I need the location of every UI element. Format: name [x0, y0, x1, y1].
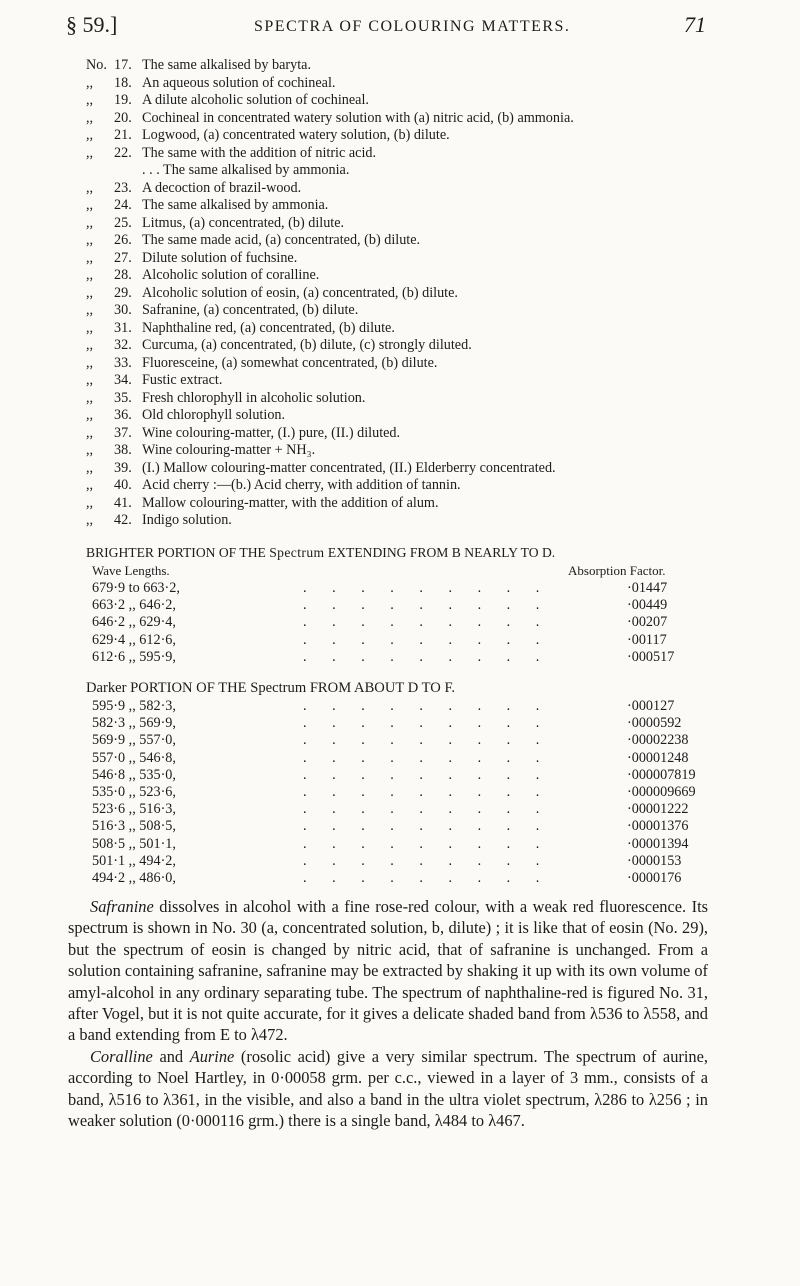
table-row: 557·0 ,, 546·8, . . . . . . . . . ·00001248 [92, 749, 689, 766]
table-row: 663·2 ,, 646·2, . . . . . . . . . ·00449 [92, 597, 668, 614]
list-item: ,, 20. Cochineal in concentrated watery solution with (a) nitric acid, (b) ammonia. [86, 109, 574, 126]
running-title: SPECTRA OF COLOURING MATTERS. [254, 18, 571, 35]
list-item: No. 17. The same alkalised by baryta. [86, 57, 312, 73]
brighter-portion-heading: BRIGHTER PORTION OF THE Spectrum EXTENDING FROM B NEARLY TO D. [86, 545, 556, 560]
list-item: . . . The same alkalised by ammonia. [142, 162, 350, 178]
list-item: ,, 37. Wine colouring-matter, (I.) pure, (II.) diluted. [86, 424, 401, 441]
list-item: ,, 33. Fluoresceine, (a) somewhat concentrated, (b) dilute. [86, 354, 438, 371]
table-row: 508·5 ,, 501·1, . . . . . . . . . ·00001394 [92, 835, 689, 852]
list-item: ,, 35. Fresh chlorophyll in alcoholic solution. [86, 389, 366, 406]
list-item: ,, 23. A decoction of brazil-wood. [86, 179, 302, 196]
list-item: ,, 31. Naphthaline red, (a) concentrated, (b) dilute. [86, 319, 395, 336]
running-header [66, 12, 706, 44]
table-row: 679·9 to 663·2, . . . . . . . . . ·01447 [92, 580, 668, 596]
table-row: 595·9 ,, 582·3, . . . . . . . . . ·000127 [92, 698, 675, 714]
list-item: ,, 40. Acid cherry :—(b.) Acid cherry, with addition of tannin. [86, 477, 461, 493]
body-text [68, 896, 708, 1131]
list-item: ,, 27. Dilute solution of fuchsine. [86, 249, 298, 266]
list-item: ,, 34. Fustic extract. [86, 372, 223, 388]
table-row: 629·4 ,, 612·6, . . . . . . . . . ·00117 [92, 631, 667, 648]
list-item: ,, 18. An aqueous solution of cochineal. [86, 74, 336, 91]
figure-legend-list [86, 57, 706, 530]
darker-absorption-table [92, 698, 712, 887]
list-item: ,, 38. Wine colouring-matter + NH₃. [86, 442, 316, 458]
table-row: 516·3 ,, 508·5, . . . . . . . . . ·00001376 [92, 818, 689, 835]
table-row: 535·0 ,, 523·6, . . . . . . . . . ·000009669 [92, 783, 696, 800]
list-item: ,, 41. Mallow colouring-matter, with the addition of alum. [86, 494, 439, 511]
list-item: ,, 36. Old chlorophyll solution. [86, 407, 286, 423]
list-item: ,, 42. Indigo solution. [86, 512, 232, 528]
darker-portion-heading: Darker PORTION OF THE Spectrum FROM ABOUT D TO F. [86, 680, 456, 696]
list-item: ,, 26. The same made acid, (a) concentrated, (b) dilute. [86, 232, 421, 248]
table-column-headers [92, 563, 712, 579]
list-item: ,, 22. The same with the addition of nitric acid. [86, 144, 377, 161]
list-item: ,, 25. Litmus, (a) concentrated, (b) dilute. [86, 214, 345, 231]
list-item: ,, 21. Logwood, (a) concentrated watery solution, (b) dilute. [86, 127, 450, 143]
absorption-factor-header: Absorption Factor. [568, 563, 666, 578]
table-row: 612·6 ,, 595·9, . . . . . . . . . ·000517 [92, 648, 675, 665]
list-item: ,, 28. Alcoholic solution of coralline. [86, 267, 320, 283]
table-row: 546·8 ,, 535·0, . . . . . . . . . ·000007819 [92, 766, 696, 783]
list-item: ,, 29. Alcoholic solution of eosin, (a) concentrated, (b) dilute. [86, 284, 458, 301]
section-reference: § 59.] [66, 12, 118, 37]
table-row: 501·1 ,, 494·2, . . . . . . . . . ·0000153 [92, 852, 682, 869]
page-number: 71 [684, 12, 706, 37]
list-item: ,, 30. Safranine, (a) concentrated, (b) dilute. [86, 302, 359, 318]
brighter-absorption-table [92, 580, 712, 666]
table-row: 582·3 ,, 569·9, . . . . . . . . . ·0000592 [92, 715, 682, 732]
list-item: ,, 19. A dilute alcoholic solution of cochineal. [86, 92, 369, 108]
list-item: ,, 32. Curcuma, (a) concentrated, (b) dilute, (c) strongly diluted. [86, 337, 472, 353]
table-row: 646·2 ,, 629·4, . . . . . . . . . ·00207 [92, 614, 668, 631]
table-row: 523·6 ,, 516·3, . . . . . . . . . ·00001222 [92, 801, 689, 818]
paragraph-safranine: Safranine dissolves in alcohol with a fine rose-red colour, with a weak red fluorescence. Its spectrum is shown in No. 30 (a, concentrated solution, b, dilute) ; it is like that of eosin (No. 29), but the spectrum of eosin is changed by nitric acid, that of safranine is unchanged. From a solution containing safranine, safranine may be extracted by shaking it up with its own volume of amyl-alcohol in any ordinary separating tube. The spectrum of naphthaline-red is figured No. 31, after Vogel, but it is not quite accurate, for it gives a delicate shaded band from λ536 to λ558, and a band extending from E to λ472. [68, 897, 708, 1045]
wave-lengths-header: Wave Lengths. [92, 563, 170, 578]
table-row: 569·9 ,, 557·0, . . . . . . . . . ·00002238 [92, 732, 689, 749]
list-item: ,, 39. (I.) Mallow colouring-matter concentrated, (II.) Elderberry concentrated. [86, 459, 556, 476]
list-item: ,, 24. The same alkalised by ammonia. [86, 197, 329, 213]
paragraph-coralline: Coralline and Aurine (rosolic acid) give a very similar spectrum. The spectrum of aurine, according to Noel Hartley, in 0·00058 grm. per c.c., viewed in a layer of 3 mm., consists of a band, λ516 to λ361, in the visible, and also a band in the ultra violet spectrum, λ286 to λ256 ; in weaker solution (0·000116 grm.) there is a single band, λ484 to λ467. [68, 1046, 708, 1131]
table-row: 494·2 ,, 486·0, . . . . . . . . . ·0000176 [92, 869, 682, 886]
